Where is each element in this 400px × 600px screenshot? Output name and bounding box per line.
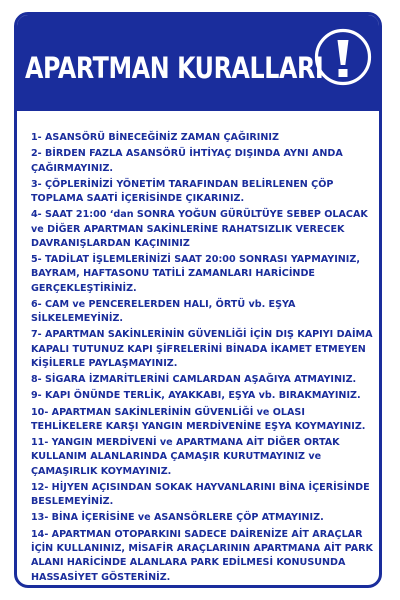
rule-item-10: 10- APARTMAN SAKİNLERİNİN GÜVENLİĞİ ve OLASI TEHLİKELERE KARŞI YANGIN MERDİVENİNE EŞYA KOYMAYINIZ. [31, 406, 366, 432]
rule-item-14: 14- APARTMAN OTOPARKINI SADECE DAİRENİZE AİT ARAÇLAR İÇİN KULLANINIZ, MİSAFİR ARAÇLARININ APARTMANA AİT PARK ALANI HARİCİNDE ALANLARA PARK EDİLMESİ KONUSUNDA HASSASİYET GÖSTERİNİZ. [31, 528, 373, 583]
sign-header [17, 15, 379, 111]
rules-list [31, 131, 373, 587]
rule-item-12: 12- HİJYEN AÇISINDAN SOKAK HAYVANLARINI BİNA İÇERİSİNDE BESLEMEYİNİZ. [31, 481, 370, 508]
rule-item-5: 5- TADİLAT İŞLEMLERİNİZİ SAAT 20:00 SONRASI YAPMAYINIZ, BAYRAM, HAFTASONU TATİLİ ZAMANLARI HARİCİNDE GERÇEKLEŞTİRİNİZ. [31, 254, 360, 294]
rule-item-1: 1- ASANSÖRÜ BİNECEĞİNİZ ZAMAN ÇAĞIRINIZ [31, 132, 279, 143]
rule-item-4: 4- SAAT 21:00 ‘dan SONRA YOĞUN GÜRÜLTÜYE SEBEP OLACAK ve DİĞER APARTMAN SAKİNLERİNE RAHATSIZLIK VERECEK DAVRANIŞLARDAN KAÇININIZ [31, 209, 368, 249]
rule-item-3: 3- ÇÖPLERİNİZİ YÖNETİM TARAFINDAN BELİRLENEN ÇÖP TOPLAMA SAATİ İÇERİSİNDE ÇIKARINIZ. [31, 178, 334, 204]
rule-item-6: 6- CAM ve PENCERELERDEN HALI, ÖRTÜ vb. EŞYA SİLKELEMEYİNİZ. [31, 298, 296, 325]
sign-title: APARTMAN KURALLARI [25, 51, 324, 85]
rule-item-13: 13- BİNA İÇERİSİNE ve ASANSÖRLERE ÇÖP ATMAYINIZ. [31, 512, 324, 524]
rule-item-11: 11- YANGIN MERDİVENİ ve APARTMANA AİT DİĞER ORTAK KULLANIM ALANLARINDA ÇAMAŞIR KURUTMAYINIZ ve ÇAMAŞIRLIK KOYMAYINIZ. [31, 437, 340, 477]
rule-item-2: 2- BİRDEN FAZLA ASANSÖRÜ İHTİYAÇ DIŞINDA AYNI ANDA ÇAĞIRMAYINIZ. [31, 148, 343, 174]
exclamation-circle-icon [313, 27, 373, 87]
rule-item-9: 9- KAPI ÖNÜNDE TERLİK, AYAKKABI, EŞYA vb. BIRAKMAYINIZ. [31, 390, 361, 402]
apartment-rules-sign [14, 12, 382, 588]
rule-item-7: 7- APARTMAN SAKİNLERİNİN GÜVENLİĞİ İÇİN DIŞ KAPIYI DAİMA KAPALI TUTUNUZ KAPI ŞİFRELERİNİ BİNADA İKAMET ETMEYEN KİŞİLERLE PAYLAŞMAYINIZ. [31, 329, 373, 370]
rule-item-8: 8- SİGARA İZMARİTLERİNİ CAMLARDAN AŞAĞIYA ATMAYINIZ. [31, 374, 357, 386]
